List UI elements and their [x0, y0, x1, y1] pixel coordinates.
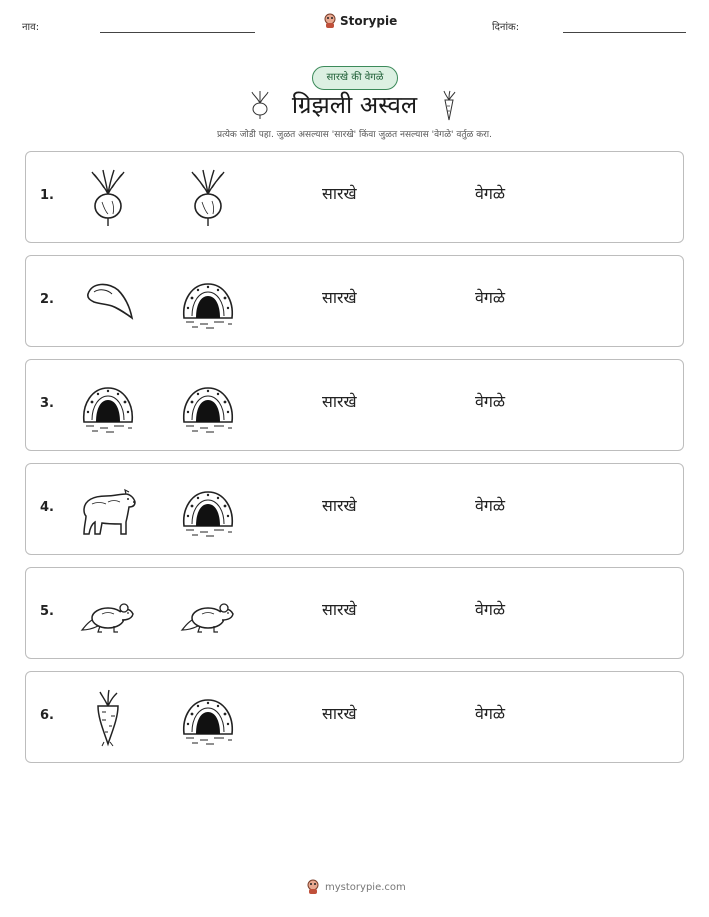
- question-number: 2.: [40, 292, 54, 307]
- brand-name: Storypie: [340, 14, 398, 28]
- mouse-picture-icon: [78, 584, 138, 644]
- different-option[interactable]: वेगळे: [475, 288, 506, 307]
- question-number: 4.: [40, 500, 54, 515]
- question-number: 6.: [40, 708, 54, 723]
- same-option[interactable]: सारखे: [322, 288, 357, 307]
- question-number: 5.: [40, 604, 54, 619]
- question-number: 1.: [40, 188, 54, 203]
- page-title: ग्रिझली अस्वल: [291, 91, 418, 119]
- cave-picture-icon: [178, 272, 238, 332]
- different-option[interactable]: वेगळे: [475, 704, 506, 723]
- carrot-picture-icon: [78, 688, 138, 748]
- different-option[interactable]: वेगळे: [475, 184, 506, 203]
- mouse-picture-icon: [178, 584, 238, 644]
- footer-url[interactable]: mystorypie.com: [325, 881, 406, 893]
- different-option[interactable]: वेगळे: [475, 496, 506, 515]
- cave-picture-icon: [178, 376, 238, 436]
- date-label: दिनांक:: [492, 22, 520, 33]
- beet-picture-icon: [178, 168, 238, 228]
- question-number: 3.: [40, 396, 54, 411]
- same-option[interactable]: सारखे: [322, 392, 357, 411]
- different-option[interactable]: वेगळे: [475, 392, 506, 411]
- date-line[interactable]: [563, 32, 686, 33]
- carrot-decoration-icon: [439, 90, 459, 126]
- question-row: [25, 463, 684, 555]
- instructions: प्रत्येक जोडी पहा. जुळत असल्यास 'सारखे' किंवा जुळत नसल्यास 'वेगळे' वर्तुळ करा.: [216, 130, 492, 140]
- footer: [306, 879, 406, 895]
- question-row: [25, 359, 684, 451]
- mascot-icon: [306, 879, 320, 895]
- question-row: [25, 567, 684, 659]
- brand-logo: [323, 13, 397, 29]
- same-option[interactable]: सारखे: [322, 184, 357, 203]
- claw-picture-icon: [78, 272, 138, 332]
- question-row: [25, 151, 684, 243]
- different-option[interactable]: वेगळे: [475, 600, 506, 619]
- same-option[interactable]: सारखे: [322, 704, 357, 723]
- same-option[interactable]: सारखे: [322, 600, 357, 619]
- name-line[interactable]: [100, 32, 255, 33]
- name-label: नाव:: [22, 22, 40, 33]
- category-badge: सारखे की वेगळे: [312, 66, 398, 90]
- same-option[interactable]: सारखे: [322, 496, 357, 515]
- cave-picture-icon: [78, 376, 138, 436]
- beet-picture-icon: [78, 168, 138, 228]
- cave-picture-icon: [178, 688, 238, 748]
- bear-picture-icon: [78, 480, 138, 540]
- mascot-icon: [323, 13, 337, 29]
- cave-picture-icon: [178, 480, 238, 540]
- question-row: [25, 255, 684, 347]
- question-row: [25, 671, 684, 763]
